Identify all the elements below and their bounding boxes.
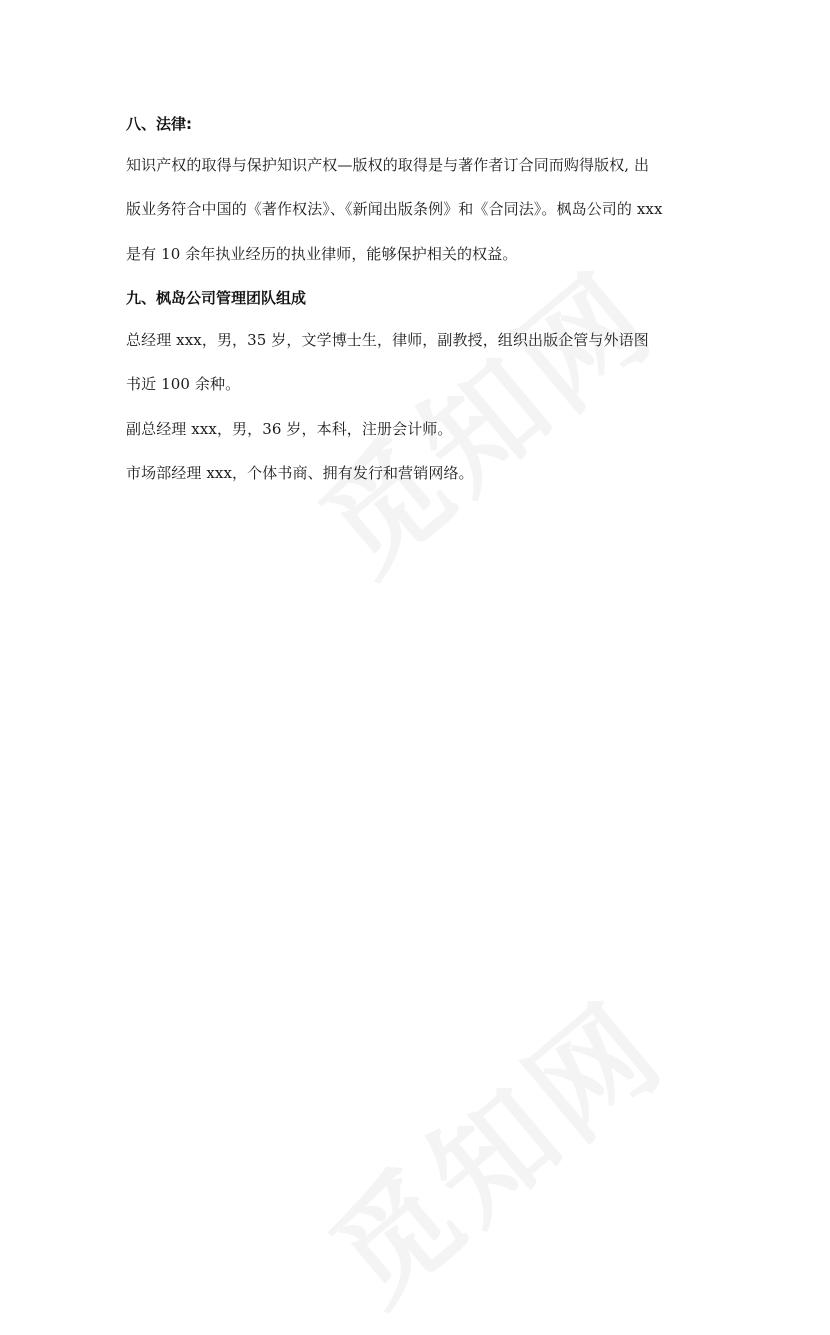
- watermark: [290, 957, 695, 1335]
- paragraph-line: 是有 10 余年执业经历的执业律师，能够保护相关的权益。: [126, 245, 518, 263]
- section-heading-law: 八、法律:: [126, 115, 192, 133]
- paragraph-line: 副总经理 xxx，男，36 岁，本科，注册会计师。: [126, 420, 453, 438]
- watermark: [280, 227, 685, 606]
- paragraph-line: 版业务符合中国的《著作权法》、《新闻出版条例》和《合同法》。枫岛公司的 xxx: [126, 200, 663, 218]
- paragraph-line: 总经理 xxx，男，35 岁，文学博士生，律师，副教授，组织出版企管与外语图: [126, 331, 649, 349]
- paragraph-line: 书近 100 余种。: [126, 375, 241, 393]
- paragraph-line: 市场部经理 xxx，个体书商、拥有发行和营销网络。: [126, 464, 474, 482]
- paragraph-line: 知识产权的取得与保护知识产权—版权的取得是与著作者订合同而购得版权, 出: [126, 156, 650, 174]
- section-heading-team: 九、枫岛公司管理团队组成: [126, 289, 307, 307]
